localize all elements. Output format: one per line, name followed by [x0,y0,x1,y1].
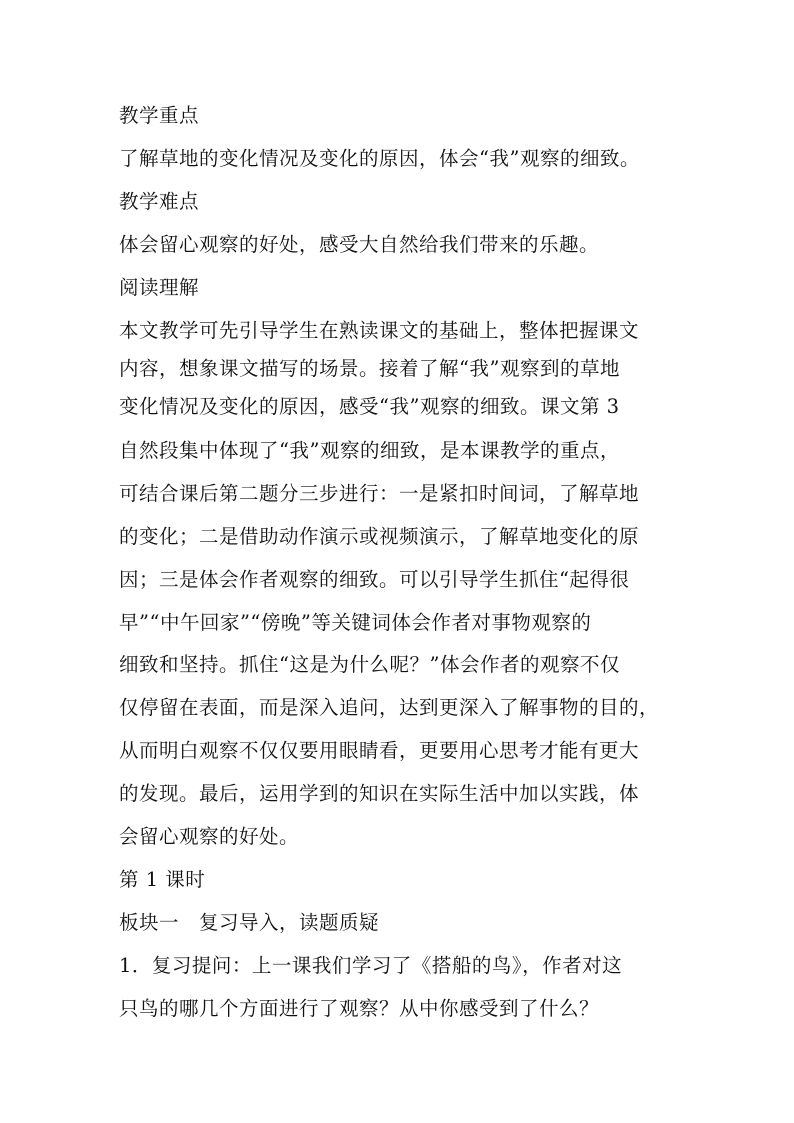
paragraph-review-question: 1．复习提问：上一课我们学习了《搭船的鸟》，作者对这 [119,954,623,977]
paragraph-reading-line: 的变化；二是借助动作演示或视频演示，了解草地变化的原 [119,525,640,548]
paragraph-reading-line: 本文教学可先引导学生在熟读课文的基础上，整体把握课文 [119,319,640,342]
paragraph-reading-line: 仅停留在表面，而是深入追问，达到更深入了解事物的目的， [119,696,660,719]
paragraph-review-question: 只鸟的哪几个方面进行了观察？从中你感受到了什么？ [119,997,600,1020]
paragraph-reading-line: 的发现。最后，运用学到的知识在实际生活中加以实践，体 [119,782,640,805]
paragraph-reading-line: 可结合课后第二题分三步进行：一是紧扣时间词，了解草地 [119,482,640,505]
heading-teaching-focus: 教学重点 [119,104,200,127]
paragraph-reading-line: 会留心观察的好处。 [119,825,300,848]
paragraph-reading-line: 内容，想象课文描写的场景。接着了解“我”观察到的草地 [119,357,620,380]
heading-section-1: 板块一 复习导入，读题质疑 [119,911,380,934]
heading-teaching-difficulty: 教学难点 [119,190,200,213]
paragraph-teaching-focus: 了解草地的变化情况及变化的原因，体会“我”观察的细致。 [119,147,640,170]
heading-lesson-1: 第 1 课时 [119,868,206,891]
paragraph-teaching-difficulty: 体会留心观察的好处，感受大自然给我们带来的乐趣。 [119,233,600,256]
paragraph-reading-line: 自然段集中体现了“我”观察的细致，是本课教学的重点， [119,439,620,462]
paragraph-reading-line: 变化情况及变化的原因，感受“我”观察的细致。课文第 3 [119,395,620,418]
paragraph-reading-line: 细致和坚持。抓住“这是为什么呢？”体会作者的观察不仅 [119,653,620,676]
paragraph-reading-line: 早”“中午回家”“傍晚”等关键词体会作者对事物观察的 [119,611,592,634]
paragraph-reading-line: 因；三是体会作者观察的细致。可以引导学生抓住“起得很 [119,568,630,591]
paragraph-reading-line: 从而明白观察不仅仅要用眼睛看，更要用心思考才能有更大 [119,739,640,762]
heading-reading-comprehension: 阅读理解 [119,276,200,299]
